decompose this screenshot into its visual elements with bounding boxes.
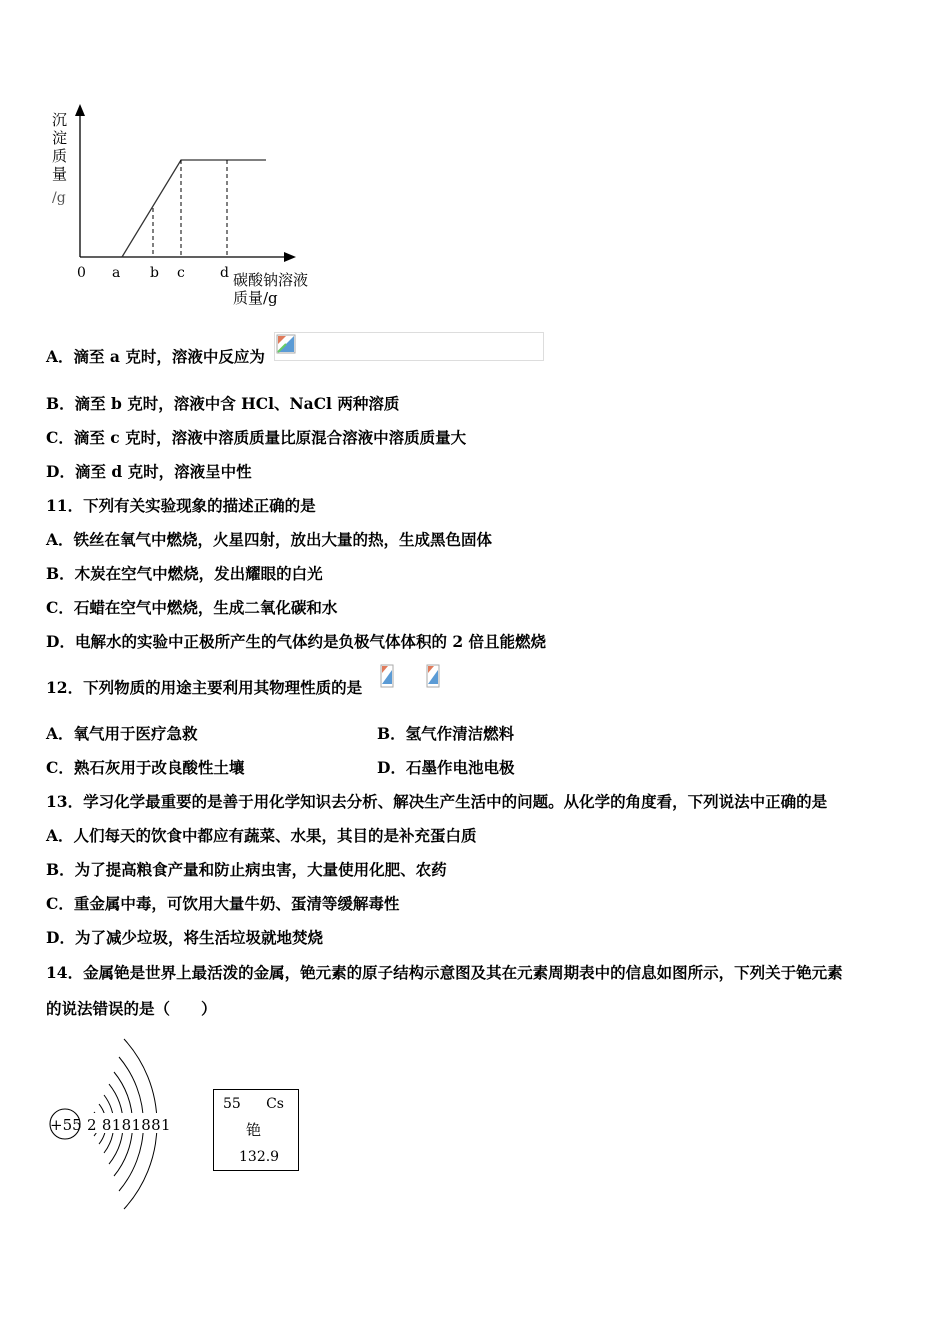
q13-option-c: C．重金属中毒，可饮用大量牛奶、蛋清等缓解毒性 bbox=[46, 894, 400, 913]
y-label-char: 淀 bbox=[52, 129, 68, 147]
precipitation-graph bbox=[40, 100, 340, 315]
q13-option-b: B．为了提高粮食产量和防止病虫害，大量使用化肥、农药 bbox=[46, 860, 447, 879]
q11-stem: 11．下列有关实验现象的描述正确的是 bbox=[46, 496, 316, 515]
q10-option-b: B．滴至 b 克时，溶液中含 HCl、NaCl 两种溶质 bbox=[46, 394, 400, 413]
y-unit: /g bbox=[52, 190, 66, 206]
x-label-line2: 质量/g bbox=[233, 289, 278, 307]
q10-option-a bbox=[46, 347, 265, 367]
q13-stem: 13．学习化学最重要的是善于用化学知识去分析、解决生产生活中的问题。从化学的角度看，下列说法中正确的是 bbox=[46, 792, 828, 811]
x-label-line1: 碳酸钠溶液 bbox=[233, 271, 309, 289]
q10-option-a-text: A．滴至 a 克时，溶液中反应为 bbox=[46, 347, 265, 366]
periodic-table-cell bbox=[213, 1089, 299, 1171]
nucleus-charge: +55 bbox=[50, 1116, 82, 1134]
broken-image-icon bbox=[426, 664, 440, 692]
q11-option-a: A．铁丝在氧气中燃烧，火星四射，放出大量的热，生成黑色固体 bbox=[46, 530, 493, 549]
atomic-structure-diagram bbox=[44, 1035, 184, 1210]
q14-stem-line1: 14．金属铯是世界上最活泼的金属，铯元素的原子结构示意图及其在元素周期表中的信息如图所示，下列关于铯元素 bbox=[46, 963, 843, 982]
q12-option-b: B．氢气作清洁燃料 bbox=[377, 724, 515, 743]
q14-stem-line2: 的说法错误的是（ ） bbox=[46, 999, 217, 1018]
q12-option-a: A．氧气用于医疗急救 bbox=[46, 724, 198, 743]
q12-option-c: C．熟石灰用于改良酸性土壤 bbox=[46, 758, 245, 777]
q12-option-d: D．石墨作电池电极 bbox=[377, 758, 515, 777]
q13-option-d: D．为了减少垃圾，将生活垃圾就地焚烧 bbox=[46, 928, 323, 947]
atomic-number: 55 bbox=[223, 1096, 241, 1112]
x-tick-a: a bbox=[112, 265, 121, 281]
electron-counts: 2 8181881 bbox=[87, 1116, 171, 1134]
q10-option-d: D．滴至 d 克时，溶液呈中性 bbox=[46, 462, 252, 481]
q11-option-d: D．电解水的实验中正极所产生的气体约是负极气体体积的 2 倍且能燃烧 bbox=[46, 632, 547, 651]
q10-option-c: C．滴至 c 克时，溶液中溶质质量比原混合溶液中溶质质量大 bbox=[46, 428, 467, 447]
q12-stem: 12．下列物质的用途主要利用其物理性质的是 bbox=[46, 678, 363, 697]
y-label-char: 沉 bbox=[52, 111, 68, 129]
q13-option-a: A．人们每天的饮食中都应有蔬菜、水果，其目的是补充蛋白质 bbox=[46, 826, 477, 845]
precipitation-curve bbox=[122, 160, 266, 257]
x-tick-b: b bbox=[150, 265, 159, 281]
x-tick-d: d bbox=[220, 265, 229, 281]
y-label-char: 量 bbox=[52, 165, 68, 183]
element-name: 铯 bbox=[246, 1121, 262, 1139]
element-symbol: Cs bbox=[266, 1096, 284, 1112]
atomic-mass: 132.9 bbox=[239, 1149, 280, 1165]
x-tick-c: c bbox=[177, 265, 185, 281]
q11-option-c: C．石蜡在空气中燃烧，生成二氧化碳和水 bbox=[46, 598, 338, 617]
broken-image-icon bbox=[274, 332, 544, 361]
broken-image-icon bbox=[380, 664, 394, 692]
x-tick-0: 0 bbox=[77, 265, 86, 281]
q11-option-b: B．木炭在空气中燃烧，发出耀眼的白光 bbox=[46, 564, 323, 583]
y-label-char: 质 bbox=[52, 147, 68, 165]
